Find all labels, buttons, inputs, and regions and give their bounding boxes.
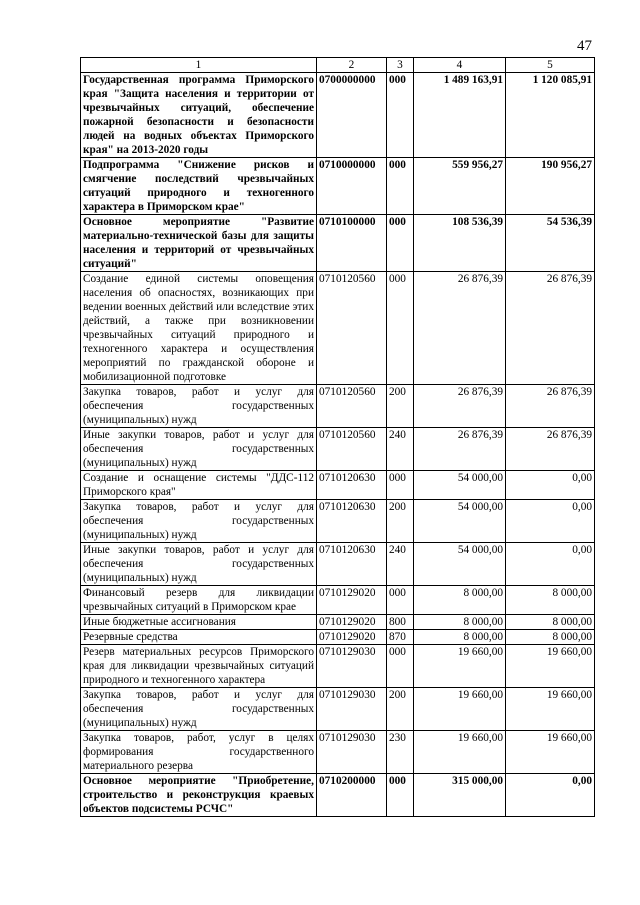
amount-cell-col5: 0,00 [506,774,595,817]
target-code-cell: 0710120560 [317,385,387,428]
amount-cell-col5: 54 536,39 [506,215,595,272]
target-code-cell: 0710100000 [317,215,387,272]
table-row [81,731,595,774]
amount-cell-col4: 26 876,39 [414,385,506,428]
amount-cell-col4: 108 536,39 [414,215,506,272]
amount-cell-col5: 19 660,00 [506,688,595,731]
amount-cell-col5: 1 120 085,91 [506,73,595,158]
amount-cell-col5: 19 660,00 [506,645,595,688]
table-row [81,500,595,543]
expense-type-cell: 200 [387,500,414,543]
amount-cell-col5: 19 660,00 [506,731,595,774]
amount-cell-col4: 26 876,39 [414,428,506,471]
table-row [81,385,595,428]
target-code-cell: 0700000000 [317,73,387,158]
expense-type-cell: 230 [387,731,414,774]
row-name-cell: Финансовый резерв для ликвидации чрезвычайных ситуаций в Приморском крае [81,586,317,615]
amount-cell-col5: 26 876,39 [506,385,595,428]
table-row [81,688,595,731]
table-row [81,645,595,688]
amount-cell-col5: 8 000,00 [506,630,595,645]
target-code-cell: 0710000000 [317,158,387,215]
amount-cell-col4: 19 660,00 [414,645,506,688]
target-code-cell: 0710200000 [317,774,387,817]
expense-type-cell: 870 [387,630,414,645]
row-name-cell: Закупка товаров, работ и услуг для обеспечения государственных (муниципальных) нужд [81,688,317,731]
table-row [81,158,595,215]
expense-type-cell: 240 [387,428,414,471]
target-code-cell: 0710120630 [317,543,387,586]
expense-type-cell: 000 [387,471,414,500]
column-header: 1 [81,58,317,73]
column-header: 5 [506,58,595,73]
amount-cell-col4: 559 956,27 [414,158,506,215]
expense-type-cell: 200 [387,385,414,428]
table-row [81,428,595,471]
expense-type-cell: 000 [387,158,414,215]
expense-type-cell: 000 [387,645,414,688]
row-name-cell: Резерв материальных ресурсов Приморского края для ликвидации чрезвычайных ситуаций природного и техногенного характера [81,645,317,688]
table-row [81,215,595,272]
target-code-cell: 0710129030 [317,645,387,688]
target-code-cell: 0710129020 [317,586,387,615]
column-header: 4 [414,58,506,73]
page-number: 47 [577,38,592,54]
row-name-cell: Иные бюджетные ассигнования [81,615,317,630]
expense-type-cell: 000 [387,215,414,272]
amount-cell-col4: 54 000,00 [414,471,506,500]
column-header: 2 [317,58,387,73]
table-row [81,630,595,645]
target-code-cell: 0710129030 [317,731,387,774]
expense-type-cell: 000 [387,73,414,158]
amount-cell-col4: 8 000,00 [414,586,506,615]
amount-cell-col5: 0,00 [506,471,595,500]
row-name-cell: Закупка товаров, работ и услуг для обеспечения государственных (муниципальных) нужд [81,385,317,428]
target-code-cell: 0710120560 [317,428,387,471]
table-row [81,543,595,586]
table-row [81,272,595,385]
amount-cell-col4: 8 000,00 [414,630,506,645]
target-code-cell: 0710120630 [317,500,387,543]
row-name-cell: Иные закупки товаров, работ и услуг для обеспечения государственных (муниципальных) нужд [81,428,317,471]
table-header-row [81,58,595,73]
amount-cell-col4: 54 000,00 [414,500,506,543]
expense-type-cell: 000 [387,586,414,615]
row-name-cell: Основное мероприятие "Развитие материально-технической базы для защиты населения и территорий от чрезвычайных ситуаций" [81,215,317,272]
row-name-cell: Создание единой системы оповещения населения об опасностях, возникающих при ведении военных действий или вследствие этих действий, а также при возникновении чрезвычайных ситуаций природного и техногенного характера и осуществления мероприятий по гражданской обороне и мобилизационной подготовке [81,272,317,385]
budget-table [80,57,595,817]
expense-type-cell: 200 [387,688,414,731]
row-name-cell: Закупка товаров, работ и услуг для обеспечения государственных (муниципальных) нужд [81,500,317,543]
table-row [81,774,595,817]
target-code-cell: 0710120560 [317,272,387,385]
amount-cell-col5: 26 876,39 [506,272,595,385]
target-code-cell: 0710129030 [317,688,387,731]
amount-cell-col4: 1 489 163,91 [414,73,506,158]
expense-type-cell: 000 [387,272,414,385]
amount-cell-col4: 19 660,00 [414,688,506,731]
row-name-cell: Основное мероприятие "Приобретение, строительство и реконструкция краевых объектов подсистемы РСЧС" [81,774,317,817]
amount-cell-col5: 8 000,00 [506,586,595,615]
amount-cell-col4: 19 660,00 [414,731,506,774]
amount-cell-col5: 26 876,39 [506,428,595,471]
row-name-cell: Создание и оснащение системы "ДДС-112 Приморского края" [81,471,317,500]
row-name-cell: Иные закупки товаров, работ и услуг для обеспечения государственных (муниципальных) нужд [81,543,317,586]
expense-type-cell: 800 [387,615,414,630]
table-row [81,471,595,500]
row-name-cell: Закупка товаров, работ, услуг в целях формирования государственного материального резерва [81,731,317,774]
amount-cell-col4: 26 876,39 [414,272,506,385]
row-name-cell: Резервные средства [81,630,317,645]
amount-cell-col5: 0,00 [506,543,595,586]
amount-cell-col4: 54 000,00 [414,543,506,586]
amount-cell-col4: 315 000,00 [414,774,506,817]
table-row [81,586,595,615]
table-body [81,73,595,817]
target-code-cell: 0710129020 [317,630,387,645]
row-name-cell: Подпрограмма "Снижение рисков и смягчение последствий чрезвычайных ситуаций природного и техногенного характера в Приморском крае" [81,158,317,215]
row-name-cell: Государственная программа Приморского края "Защита населения и территории от чрезвычайных ситуаций, обеспечение пожарной безопасности и безопасности людей на водных объектах Приморского края" на 2013-2020 годы [81,73,317,158]
expense-type-cell: 240 [387,543,414,586]
target-code-cell: 0710120630 [317,471,387,500]
amount-cell-col5: 190 956,27 [506,158,595,215]
amount-cell-col5: 0,00 [506,500,595,543]
target-code-cell: 0710129020 [317,615,387,630]
table-row [81,615,595,630]
expense-type-cell: 000 [387,774,414,817]
amount-cell-col5: 8 000,00 [506,615,595,630]
table-row [81,73,595,158]
amount-cell-col4: 8 000,00 [414,615,506,630]
column-header: 3 [387,58,414,73]
